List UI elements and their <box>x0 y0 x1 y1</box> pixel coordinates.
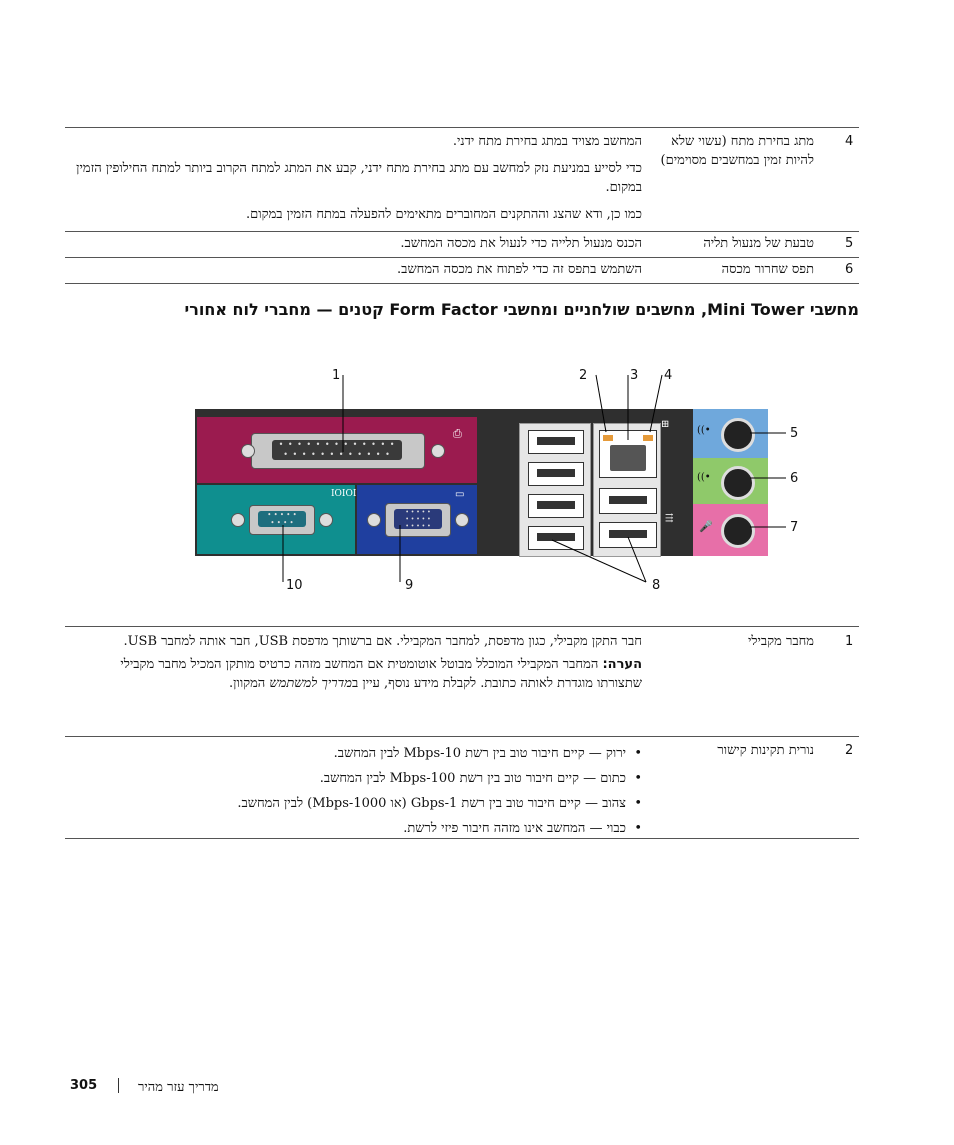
callout-9: 9 <box>405 578 414 593</box>
note-end: המקוון. <box>229 676 270 691</box>
note-text: המחבר המקבילי המוכלל מבוטל אוטומטית אם המחשב מזהה כרטיס מותקן המכיל מחבר מקבילי שתצורתו מוגדרת לאותה כתובת. לקבלת מידע נוסף, עיין ב <box>120 657 642 691</box>
desc-paragraph: כדי לסייע במניעת נזק למחשב עם מתג בחירת מתח ידני, קבע את המתג למתח הקרוב ביותר למתח החילופין הזמין במקום. <box>76 161 642 195</box>
vga-pins: • • • • • • • • • • • • • • • <box>394 509 442 529</box>
callout-1: 1 <box>332 368 341 383</box>
row-label: נורית תקינות קישור <box>717 743 814 758</box>
callout-3: 3 <box>630 368 639 383</box>
row-description: הכנס מנעול תלייה כדי לנעול את מכסה המחשב. <box>400 236 642 251</box>
serial-icon: IOIOI <box>331 489 357 499</box>
row-number: 6 <box>845 262 854 277</box>
page-number: 305 <box>70 1078 98 1093</box>
note-paragraph <box>72 655 642 693</box>
line-out-icon: ((• <box>697 472 711 483</box>
list-item: • כתום — קיים חיבור טוב בין רשת 100-Mbps לבין המחשב. <box>72 766 642 791</box>
row-description: השתמש בתפס זה כדי לפתוח את מכסה המחשב. <box>397 262 642 277</box>
callout-7: 7 <box>790 520 799 535</box>
microphone-icon: 🎤 <box>699 520 713 533</box>
table-rule <box>65 626 859 627</box>
row-label: טבעת של מנעול תליה <box>703 236 814 251</box>
desc-paragraph: המחשב מצויד במתג בחירת מתח ידני. <box>452 134 642 149</box>
row-label: מתג בחירת מתח (עשוי שלא להיות זמין במחשבים מסוימים) <box>660 134 814 168</box>
serial-pins: • • • • • • • • • <box>258 511 306 527</box>
desc-paragraph: כמו כן, ודא שהצג וההתקנים המחוברים מתאימים להפעלה במתח הזמין במקום. <box>246 207 642 222</box>
row-number: 2 <box>845 743 854 758</box>
usb-icon: ⇶ <box>665 513 674 524</box>
callout-8: 8 <box>652 578 661 593</box>
list-item: • צהוב — קיים חיבור טוב בין רשת 1-Gbps (או 1000-Mbps) לבין המחשב. <box>72 791 642 816</box>
callout-6: 6 <box>790 471 799 486</box>
callout-10: 10 <box>286 578 303 593</box>
callout-2: 2 <box>579 368 588 383</box>
row-label: תפס שחרור מכסה <box>721 262 814 277</box>
desc-paragraph: חבר התקן מקבילי, כגון מדפסת, למחבר המקבילי. אם ברשותך מדפסת USB, חבר אותה למחבר USB. <box>123 634 642 649</box>
note-italic: מדריך למשתמש <box>269 676 352 691</box>
callout-4: 4 <box>664 368 673 383</box>
row-number: 1 <box>845 634 854 649</box>
section-heading: מחשבי Mini Tower, מחשבים שולחניים ומחשבי Form Factor קטנים — מחברי לוח אחורי <box>184 300 859 319</box>
table-rule <box>65 838 859 839</box>
row-description <box>72 632 642 693</box>
row-number: 4 <box>845 134 854 149</box>
parallel-pins: • • • • • • • • • • • • • • • • • • • • • • • • • <box>272 440 402 460</box>
row-description <box>72 741 642 841</box>
footer-divider <box>118 1078 119 1093</box>
network-icon: ⊞ <box>661 419 670 430</box>
monitor-icon: ▭ <box>455 489 465 500</box>
printer-icon: ⎙ <box>453 427 462 440</box>
row-number: 5 <box>845 236 854 251</box>
footer-title: מדריך עזר מהיר <box>138 1080 219 1095</box>
note-label: הערה: <box>602 657 642 672</box>
callout-5: 5 <box>790 426 799 441</box>
line-in-icon: ((• <box>697 425 711 436</box>
row-label: מחבר מקבילי <box>747 634 814 649</box>
list-item: • כבוי — המחשב אינו מזהה חיבור פיזי לרשת. <box>72 816 642 841</box>
list-item: • ירוק — קיים חיבור טוב בין רשת 10-Mbps לבין המחשב. <box>72 741 642 766</box>
table-rule <box>65 736 859 737</box>
